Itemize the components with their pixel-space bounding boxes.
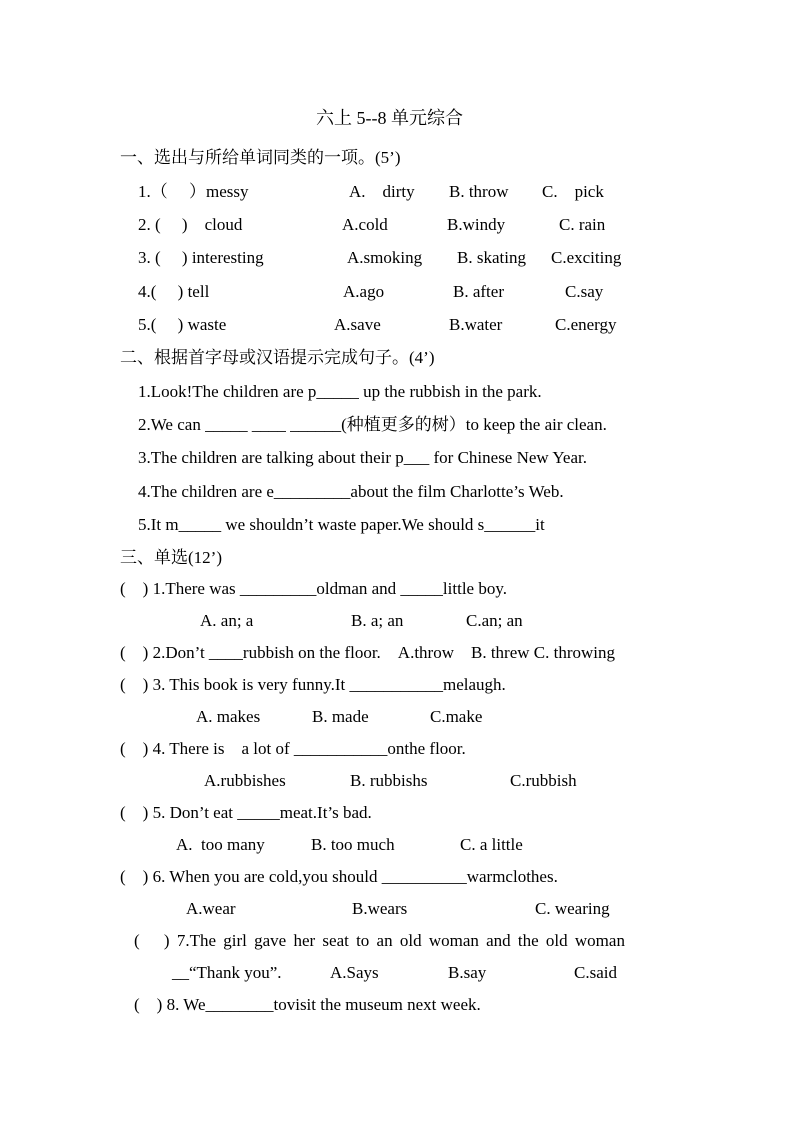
s1-item-2-option-b: B.windy (447, 215, 506, 234)
s3-question-7-line1: ( ) 7.The girl gave her seat to an old woman and the old woman (134, 931, 625, 950)
s3-question-5: ( ) 5. Don’t eat _____meat.It’s bad. (120, 803, 372, 822)
s3-q7-option-b: B.say (448, 963, 487, 982)
s3-question-2: ( ) 2.Don’t ____rubbish on the floor. A.throw B. threw C. throwing (120, 643, 616, 662)
s2-item-1: 1.Look!The children are p_____ up the rubbish in the park. (138, 382, 542, 401)
s1-item-1-option-c: C. pick (542, 182, 604, 201)
s3-question-8: ( ) 8. We________tovisit the museum next week. (134, 995, 481, 1014)
s2-item-2: 2.We can _____ ____ ______(种植更多的树）to keep the air clean. (138, 415, 607, 434)
s3-q5-option-a: A. too many (176, 835, 265, 854)
s2-item-3: 3.The children are talking about their p___ for Chinese New Year. (138, 448, 587, 467)
s1-item-2-option-c: C. rain (559, 215, 606, 234)
section1-heading: 一、选出与所给单词同类的一项。(5’) (120, 148, 401, 167)
page-title: 六上 5--8 单元综合 (316, 108, 463, 128)
s3-q1-option-a: A. an; a (200, 611, 254, 630)
s3-q6-option-b: B.wears (352, 899, 408, 918)
s1-item-2-option-a: A.cold (342, 215, 388, 234)
s2-item-4: 4.The children are e_________about the film Charlotte’s Web. (138, 482, 564, 501)
s3-q3-option-b: B. made (312, 707, 369, 726)
s1-item-4-option-b: B. after (453, 282, 504, 301)
s1-item-5-num: 5.( ) waste (138, 315, 227, 334)
s1-item-3-option-a: A.smoking (347, 248, 423, 267)
s1-item-4-num: 4.( ) tell (138, 282, 210, 301)
s1-item-1-option-a: A. dirty (349, 182, 415, 201)
s1-item-3-option-b: B. skating (457, 248, 526, 267)
section2-heading: 二、根据首字母或汉语提示完成句子。(4’) (120, 348, 435, 367)
s3-q3-option-c: C.make (430, 707, 483, 726)
s3-q4-option-b: B. rubbishs (350, 771, 428, 790)
s1-item-1-num: 1.（ ）messy (138, 182, 249, 201)
s1-item-1-option-b: B. throw (449, 182, 509, 201)
s3-q1-option-b: B. a; an (351, 611, 404, 630)
s3-q6-option-c: C. wearing (535, 899, 610, 918)
s3-question-3: ( ) 3. This book is very funny.It ___________melaugh. (120, 675, 506, 694)
s3-question-7-line2: __“Thank you”. (172, 963, 282, 982)
s3-q3-option-a: A. makes (196, 707, 261, 726)
s1-item-5-option-b: B.water (449, 315, 503, 334)
section3-heading: 三、单选(12’) (120, 548, 222, 567)
s1-item-4-option-c: C.say (565, 282, 604, 301)
s3-q5-option-c: C. a little (460, 835, 523, 854)
s1-item-3-option-c: C.exciting (551, 248, 622, 267)
s1-item-4-option-a: A.ago (343, 282, 385, 301)
s3-question-1: ( ) 1.There was _________oldman and _____little boy. (120, 579, 507, 598)
s3-question-6: ( ) 6. When you are cold,you should __________warmclothes. (120, 867, 558, 886)
s3-q6-option-a: A.wear (186, 899, 236, 918)
s3-q5-option-b: B. too much (311, 835, 395, 854)
s3-q1-option-c: C.an; an (466, 611, 523, 630)
s1-item-5-option-c: C.energy (555, 315, 617, 334)
s1-item-5-option-a: A.save (334, 315, 381, 334)
s3-q7-option-a: A.Says (330, 963, 379, 982)
s3-question-4: ( ) 4. There is a lot of ___________onthe floor. (120, 739, 466, 758)
s1-item-2-num: 2. ( ) cloud (138, 215, 243, 234)
s3-q4-option-a: A.rubbishes (204, 771, 286, 790)
s3-q4-option-c: C.rubbish (510, 771, 577, 790)
s2-item-5: 5.It m_____ we shouldn’t waste paper.We should s______it (138, 515, 545, 534)
s1-item-3-num: 3. ( ) interesting (138, 248, 264, 267)
s3-q7-option-c: C.said (574, 963, 617, 982)
